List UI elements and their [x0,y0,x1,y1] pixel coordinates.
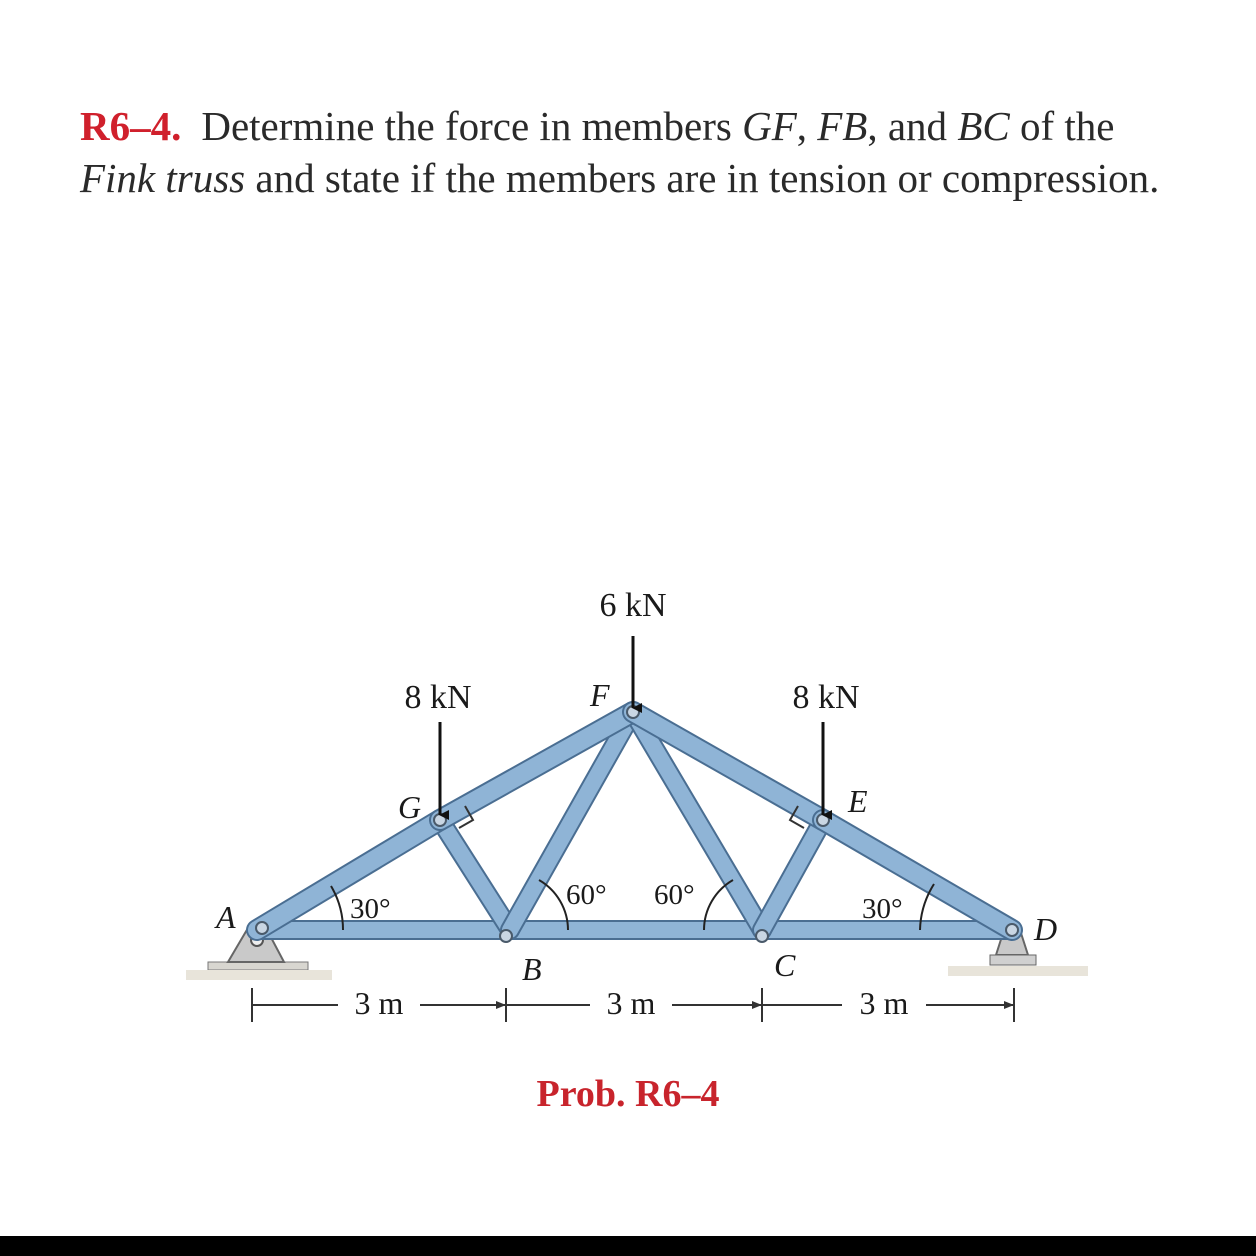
member-fb: FB [817,103,868,149]
problem-statement [80,100,1190,204]
angle-label-d: 30° [862,893,903,925]
load-label-f: 6 kN [599,587,667,624]
member-bc: BC [957,103,1010,149]
pin-e [817,814,829,826]
bottom-bar [0,1236,1256,1256]
pin-c [756,930,768,942]
pin-g [434,814,446,826]
problem-text-part: Determine the force in members [201,103,743,149]
member-ed [823,820,1012,930]
joint-label-b: B [522,951,542,987]
truss-type: Fink truss [80,155,246,201]
pin-b [500,930,512,942]
angle-label-b: 60° [566,879,607,911]
fink-truss-diagram [0,560,1256,1060]
angle-label-c: 60° [654,879,695,911]
problem-text-part: and state if the members are in tension or compression. [245,155,1160,201]
problem-text-part: , and [867,103,958,149]
joint-label-a: A [216,899,236,935]
joint-label-d: D [1034,911,1058,947]
angle-label-a: 30° [350,893,391,925]
load-label-e: 8 kN [792,679,860,716]
joint-label-f: F [590,677,610,713]
problem-number: R6–4. [80,103,182,149]
dimension-label-1: 3 m [354,985,404,1021]
joint-label-g: G [398,789,422,825]
problem-text-part: , [796,103,818,149]
member-ag [257,820,440,930]
load-label-g: 8 kN [404,679,472,716]
figure-caption: Prob. R6–4 [536,1073,720,1115]
joint-label-c: C [774,947,796,983]
dimension-label-2: 3 m [606,985,656,1021]
pin-a [256,922,268,934]
joint-label-e: E [848,783,868,819]
member-gf: GF [742,103,797,149]
problem-text-part: of the [1009,103,1115,149]
pin-d [1006,924,1018,936]
dimension-label-3: 3 m [859,985,909,1021]
member-gb [440,820,510,930]
member-ec [762,820,823,930]
